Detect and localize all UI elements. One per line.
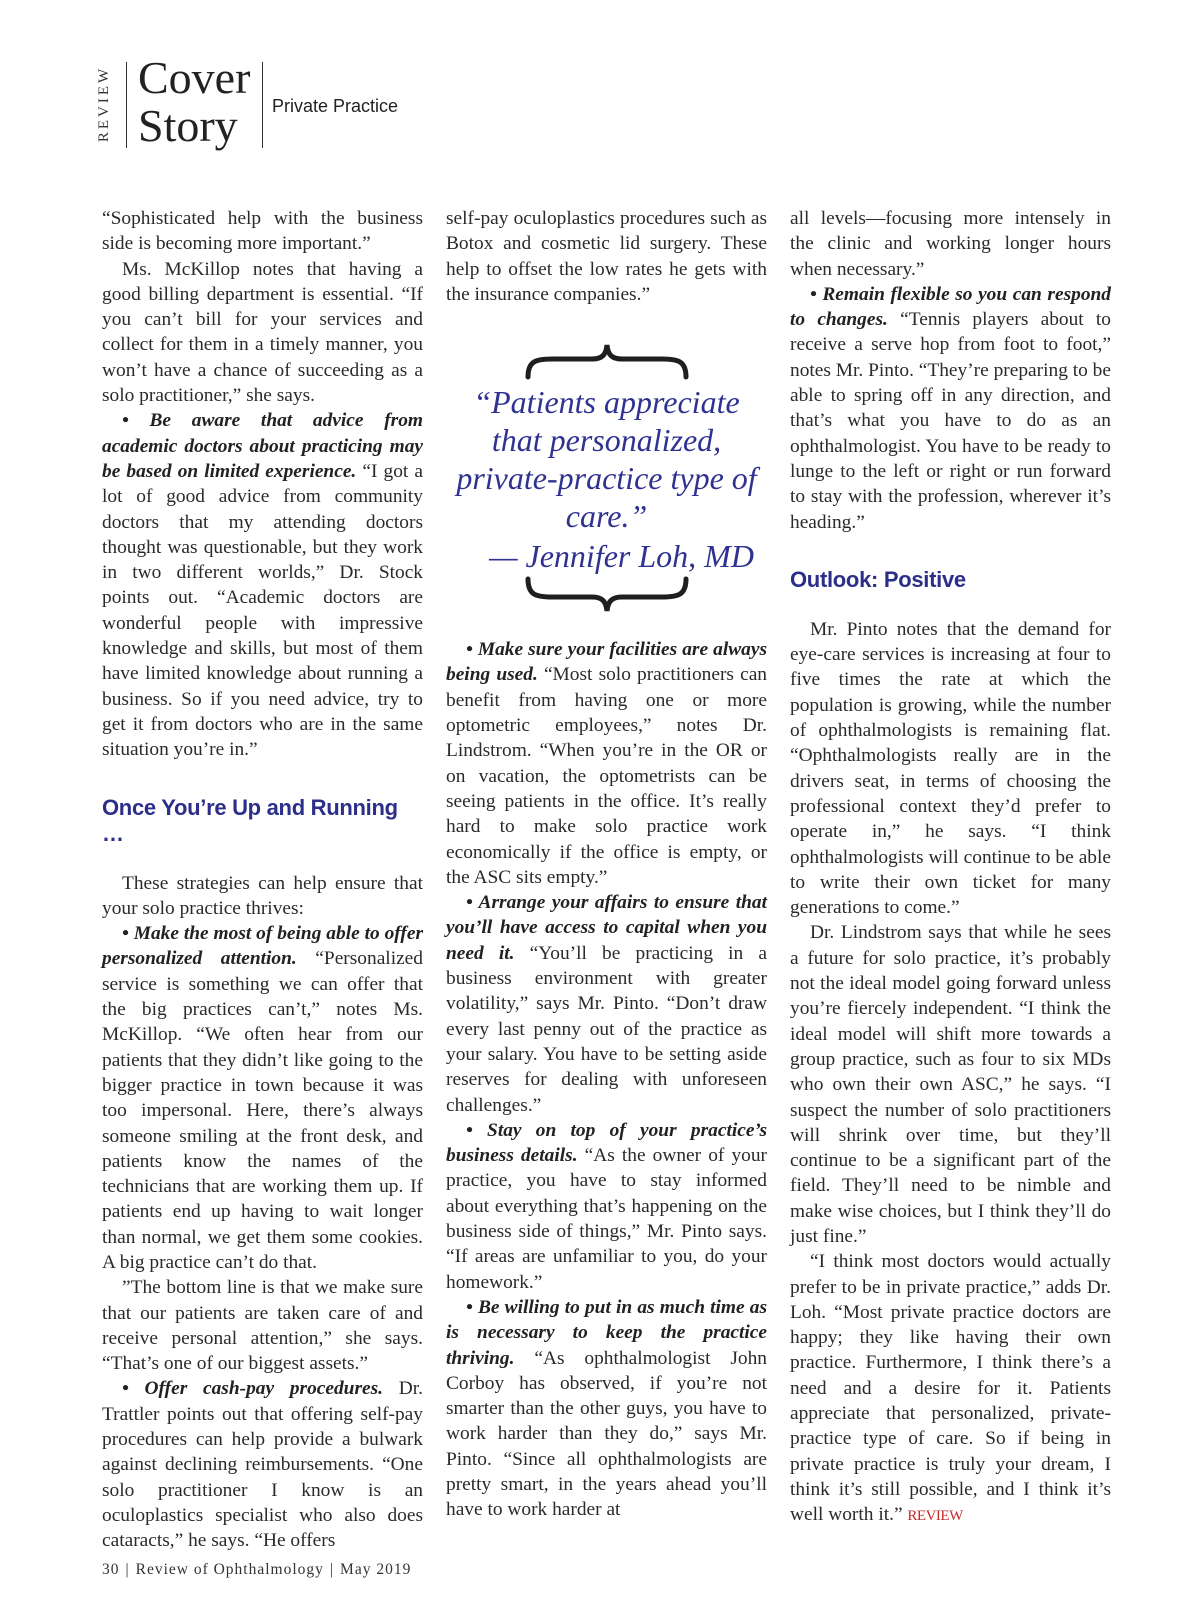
footer-separator: | (329, 1561, 335, 1578)
paragraph-body: “Personalized service is something we can offer that the big practices can’t,” notes Ms. McKillop. “We often hear from our patients that they didn’t like going to the bigger practice in town because it was too impersonal. Here, there’s always someone smiling at the front desk, and patients know the names of the technicians that are working them up. If patients end up having to wait longer than normal, we get them some cookies. A big practice can’t do that. (102, 948, 423, 1273)
bullet-lead: • Arrange your affairs to ensure that you’ll have access to capital when you need it. (446, 892, 767, 964)
column-2 (446, 206, 767, 1523)
bullet-lead: • Offer cash-pay procedures. (122, 1378, 383, 1400)
paragraph-body: Dr. Trattler points out that offering self-pay procedures can help provide a bulwark against declining reimbursements. “One solo practitioner I know is an oculoplastics specialist who also does cataracts,” he says. “He offers (102, 1378, 423, 1552)
column-3 (790, 206, 1111, 1530)
top-brace-icon (522, 341, 692, 381)
cover-story-title (138, 54, 250, 150)
paragraph (446, 1118, 767, 1295)
bullet-lead: • Stay on top of your practice’s business details. (446, 1119, 767, 1167)
paragraph-body: “Tennis players about to receive a serve hop from foot to foot,” notes Mr. Pinto. “They’re preparing to be able to spring off in any direction, and that’s what you have to do as an ophthalmologist. You have to be ready to lunge to the left or right or run forward to stay with the profession, wherever it’s heading.” (790, 309, 1112, 533)
page-footer (102, 1561, 411, 1579)
cover-line-1: Cover (138, 52, 251, 103)
paragraph-body: “As ophthalmologist John Corboy has observed, if you’re not smarter than the other guys, you have to work harder than they do,” says Mr. Pinto. “Since all ophthalmologists are pretty smart, in the years ahead you’ll have to work harder at (446, 1347, 767, 1521)
bullet-lead: • Make sure your facilities are always being used. (446, 639, 767, 686)
paragraph: all levels—focusing more intensely in the clinic and working longer hours when necessary.” (790, 208, 1111, 280)
paragraph-body: “I think most doctors would actually prefer to be in private practice,” adds Dr. Loh. “Most private practice doctors are happy; they like having their own practice. Furthermore, I think there’s a need and a desire for it. Patients appreciate that personalized, private-practice type of care. So if being in private practice is truly your dream, I think it’s still possible, and I think it’s well worth it.” (790, 1251, 1111, 1526)
bullet-lead: • Make the most of being able to offer personalized attention. (102, 923, 423, 970)
publication-name: Review of Ophthalmology (135, 1561, 324, 1578)
bottom-brace-icon (522, 575, 692, 615)
bullet-lead: • Be willing to put in as much time as is necessary to keep the practice thriving. (446, 1296, 767, 1369)
cover-line-2: Story (138, 100, 238, 151)
paragraph-body: “You’ll be practicing in a business environment with greater volatility,” says Mr. Pinto. “Don’t draw every last penny out of the practice as your salary. You have to be setting aside reserves for dealing with unforeseen challenges.” (446, 942, 767, 1116)
paragraph: Dr. Lindstrom says that while he sees a future for solo practice, it’s probably not the ideal model going forward unless you’re fiercely independent. “I think the ideal model will shift more towards a group practice, such as four to six MDs who own their own ASC,” he says. “I suspect the number of solo practitioners will shrink over time, but they’ll continue to be a significant part of the field. They’ll need to be nimble and make wise choices, but I think they’ll do just fine.” (790, 922, 1111, 1247)
paragraph: self-pay oculoplastics procedures such as Botox and cosmetic lid surgery. These help to offset the low rates he gets with the insurance companies.” (446, 208, 767, 305)
pull-quote-attribution: — Jennifer Loh, MD (489, 538, 754, 575)
paragraph: Ms. McKillop notes that having a good billing department is essential. “If you can’t bill for your services and collect for them in a timely manner, you won’t have a chance of succeeding as a solo practitioner,” she says. (102, 258, 423, 407)
column-1 (102, 206, 423, 1554)
subhead-outlook: Outlook: Positive (790, 566, 966, 592)
footer-separator: | (125, 1561, 130, 1578)
header-divider-right (262, 62, 263, 148)
paragraph: Mr. Pinto notes that the demand for eye-care services is increasing at four to five times the rate at which the population is growing, while the number of ophthalmologists is remaining flat. “Ophthalmologists really are in the drivers seat, in terms of choosing the professional context they’d prefer to operate in,” he says. “I think ophthalmologists will continue to be able to write their own ticket for many generations to come.” (790, 618, 1111, 919)
paragraph: “Sophisticated help with the business side is becoming more important.” (102, 208, 423, 255)
paragraph (790, 282, 1111, 535)
review-vertical-label: REVIEW (96, 65, 112, 143)
issue-date: May 2019 (340, 1561, 412, 1578)
paragraph (102, 1376, 423, 1553)
paragraph: These strategies can help ensure that your solo practice thrives: (102, 872, 423, 919)
end-review-tag: REVIEW (907, 1508, 963, 1525)
header-divider-left (126, 62, 127, 148)
paragraph (446, 637, 767, 890)
paragraph: ”The bottom line is that we make sure that our patients are taken care of and receive personal attention,” she says. “That’s one of our biggest assets.” (102, 1277, 423, 1375)
paragraph (102, 921, 423, 1275)
pull-quote (446, 341, 767, 615)
paragraph (446, 1295, 767, 1523)
paragraph-body: “Most solo practitioners can benefit from having one or more optometric employees,” notes Dr. Lindstrom. “When you’re in the OR or on vacation, the optometrists can be seeing patients in the office. It’s really hard to make solo practice work economically if the office is empty, or the ASC sits empty.” (446, 664, 767, 888)
bullet-lead: • Remain flexible so you can respond to changes. (790, 283, 1111, 331)
paragraph-body: “I got a lot of good advice from community doctors that my attending doctors thought was questionable, but they work in two different worlds,” Dr. Stock points out. “Academic doctors are wonderful people with impressive knowledge and skills, but most of them have limited knowledge about running a business. So if you need advice, try to get it from doctors who are in the same situation you’re in.” (102, 460, 423, 761)
paragraph-body: “As the owner of your practice, you have to stay informed about everything that’s happening on the business side of things,” Mr. Pinto says. “If areas are unfamiliar to you, do your homework.” (446, 1145, 767, 1293)
paragraph (790, 1249, 1111, 1529)
subhead-once-running: Once You’re Up and Running … (102, 794, 398, 846)
paragraph (446, 890, 767, 1118)
pull-quote-text: “Patients appreciate that personalized, private-practice type of care.” (456, 384, 757, 535)
bullet-lead: • Be aware that advice from academic doctors about practicing may be based on limited experience. (102, 410, 423, 482)
paragraph (102, 408, 423, 762)
page-number: 30 (102, 1561, 120, 1578)
section-label: Private Practice (272, 96, 399, 116)
